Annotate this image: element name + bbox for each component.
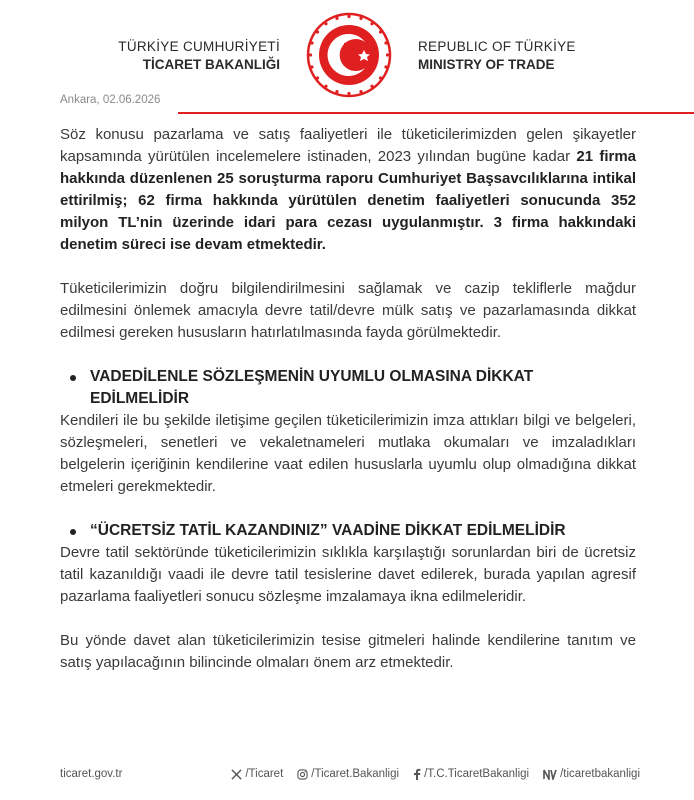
document-body: [60, 124, 636, 674]
org-name-en-line1: REPUBLIC OF TÜRKİYE: [418, 39, 576, 54]
social-instagram[interactable]: [297, 768, 399, 780]
social-x-handle: /Ticaret: [245, 768, 284, 780]
social-nsosyal[interactable]: [543, 768, 640, 780]
org-name-en-line2: MINISTRY OF TRADE: [418, 57, 555, 72]
document-date: Ankara, 02.06.2026: [60, 94, 161, 106]
paragraph-1: [60, 124, 636, 256]
org-name-tr-line1: TÜRKİYE CUMHURİYETİ: [118, 39, 280, 54]
social-instagram-handle: /Ticaret.Bakanligi: [311, 768, 400, 780]
header-divider: [178, 112, 694, 114]
bullet-icon: [70, 375, 76, 381]
paragraph-1-intro: Söz konusu pazarlama ve satış faaliyetleri ile tüketicilerimizden gelen şikayetler kapsamında yürütülen incelemelere istinaden, 2023 yılından bugüne kadar: [60, 126, 636, 165]
social-nsosyal-handle: /ticaretbakanligi: [560, 768, 640, 780]
section-heading-2-text: “ÜCRETSİZ TATİL KAZANDINIZ” VAADİNE DİKKAT EDİLMELİDİR: [90, 522, 566, 539]
social-facebook[interactable]: [413, 768, 529, 780]
org-name-tr-line2: TİCARET BAKANLIĞI: [142, 57, 280, 72]
paragraph-5: Bu yönde davet alan tüketicilerimizin tesise gitmeleri halinde kendilerine tanıtım ve satış yapılacağının bilincinde olmaları önem arz etmektedir.: [60, 632, 636, 671]
social-links: [231, 768, 640, 780]
org-name-tr: [60, 38, 280, 74]
social-facebook-handle: /T.C.TicaretBakanligi: [424, 768, 530, 780]
facebook-icon: [413, 768, 421, 780]
org-name-en: [418, 38, 658, 74]
bullet-icon: [70, 529, 76, 535]
section-heading-2: [60, 520, 636, 542]
paragraph-1-highlight: 21 firma hakkında düzenlenen 25 soruşturma raporu Cumhuriyet Başsavcılıklarına intikal ettirilmiş; 62 firma hakkında yürütülen denetim faaliyetleri sonucunda 352 milyon TL’nin üzerinde idari para cezası uygulanmıştır. 3 firma hakkındaki denetim süreci ise devam etmektedir.: [60, 148, 636, 253]
ministry-emblem-icon: [306, 12, 392, 98]
paragraph-4: Devre tatil sektöründe tüketicilerimizin sıklıkla karşılaştığı sorunlardan biri de ücretsiz tatil kazanıldığı vaadi ile devre tatil tesislerine davet edilerek, burada yapılan agresif pazarlama faaliyetleri sonucu sözleşme imzalamaya ikna edilmeleridir.: [60, 544, 636, 605]
paragraph-2: Tüketicilerimizin doğru bilgilendirilmesini sağlamak ve cazip tekliflerle mağdur edilmesini önlemek amacıyla devre tatil/devre mülk satış ve pazarlamasında dikkat edilmesi gereken hususların hatırlatılmasında fayda görülmektedir.: [60, 280, 636, 341]
social-x[interactable]: [231, 768, 283, 780]
website-link[interactable]: ticaret.gov.tr: [60, 768, 123, 780]
section-heading-1: [60, 366, 636, 410]
x-icon: [231, 769, 242, 780]
nsosyal-icon: [543, 769, 557, 780]
date-row: [60, 94, 640, 110]
section-heading-1-text: VADEDİLENLE SÖZLEŞMENİN UYUMLU OLMASINA DİKKAT EDİLMELİDİR: [90, 368, 534, 407]
paragraph-3: Kendileri ile bu şekilde iletişime geçilen tüketicilerimizin imza attıkları bilgi ve belgeleri, sözleşmeleri, senetleri ve vekaletnameleri mutlaka okumaları ve imzaladıkları belgelerin içeriğinin kendilerine vaat edilen hususlarla uyumlu olup olmadığına dikkat etmeleri gerekmektedir.: [60, 412, 636, 495]
letterhead: [0, 0, 694, 100]
instagram-icon: [297, 769, 308, 780]
footer: [60, 768, 640, 788]
